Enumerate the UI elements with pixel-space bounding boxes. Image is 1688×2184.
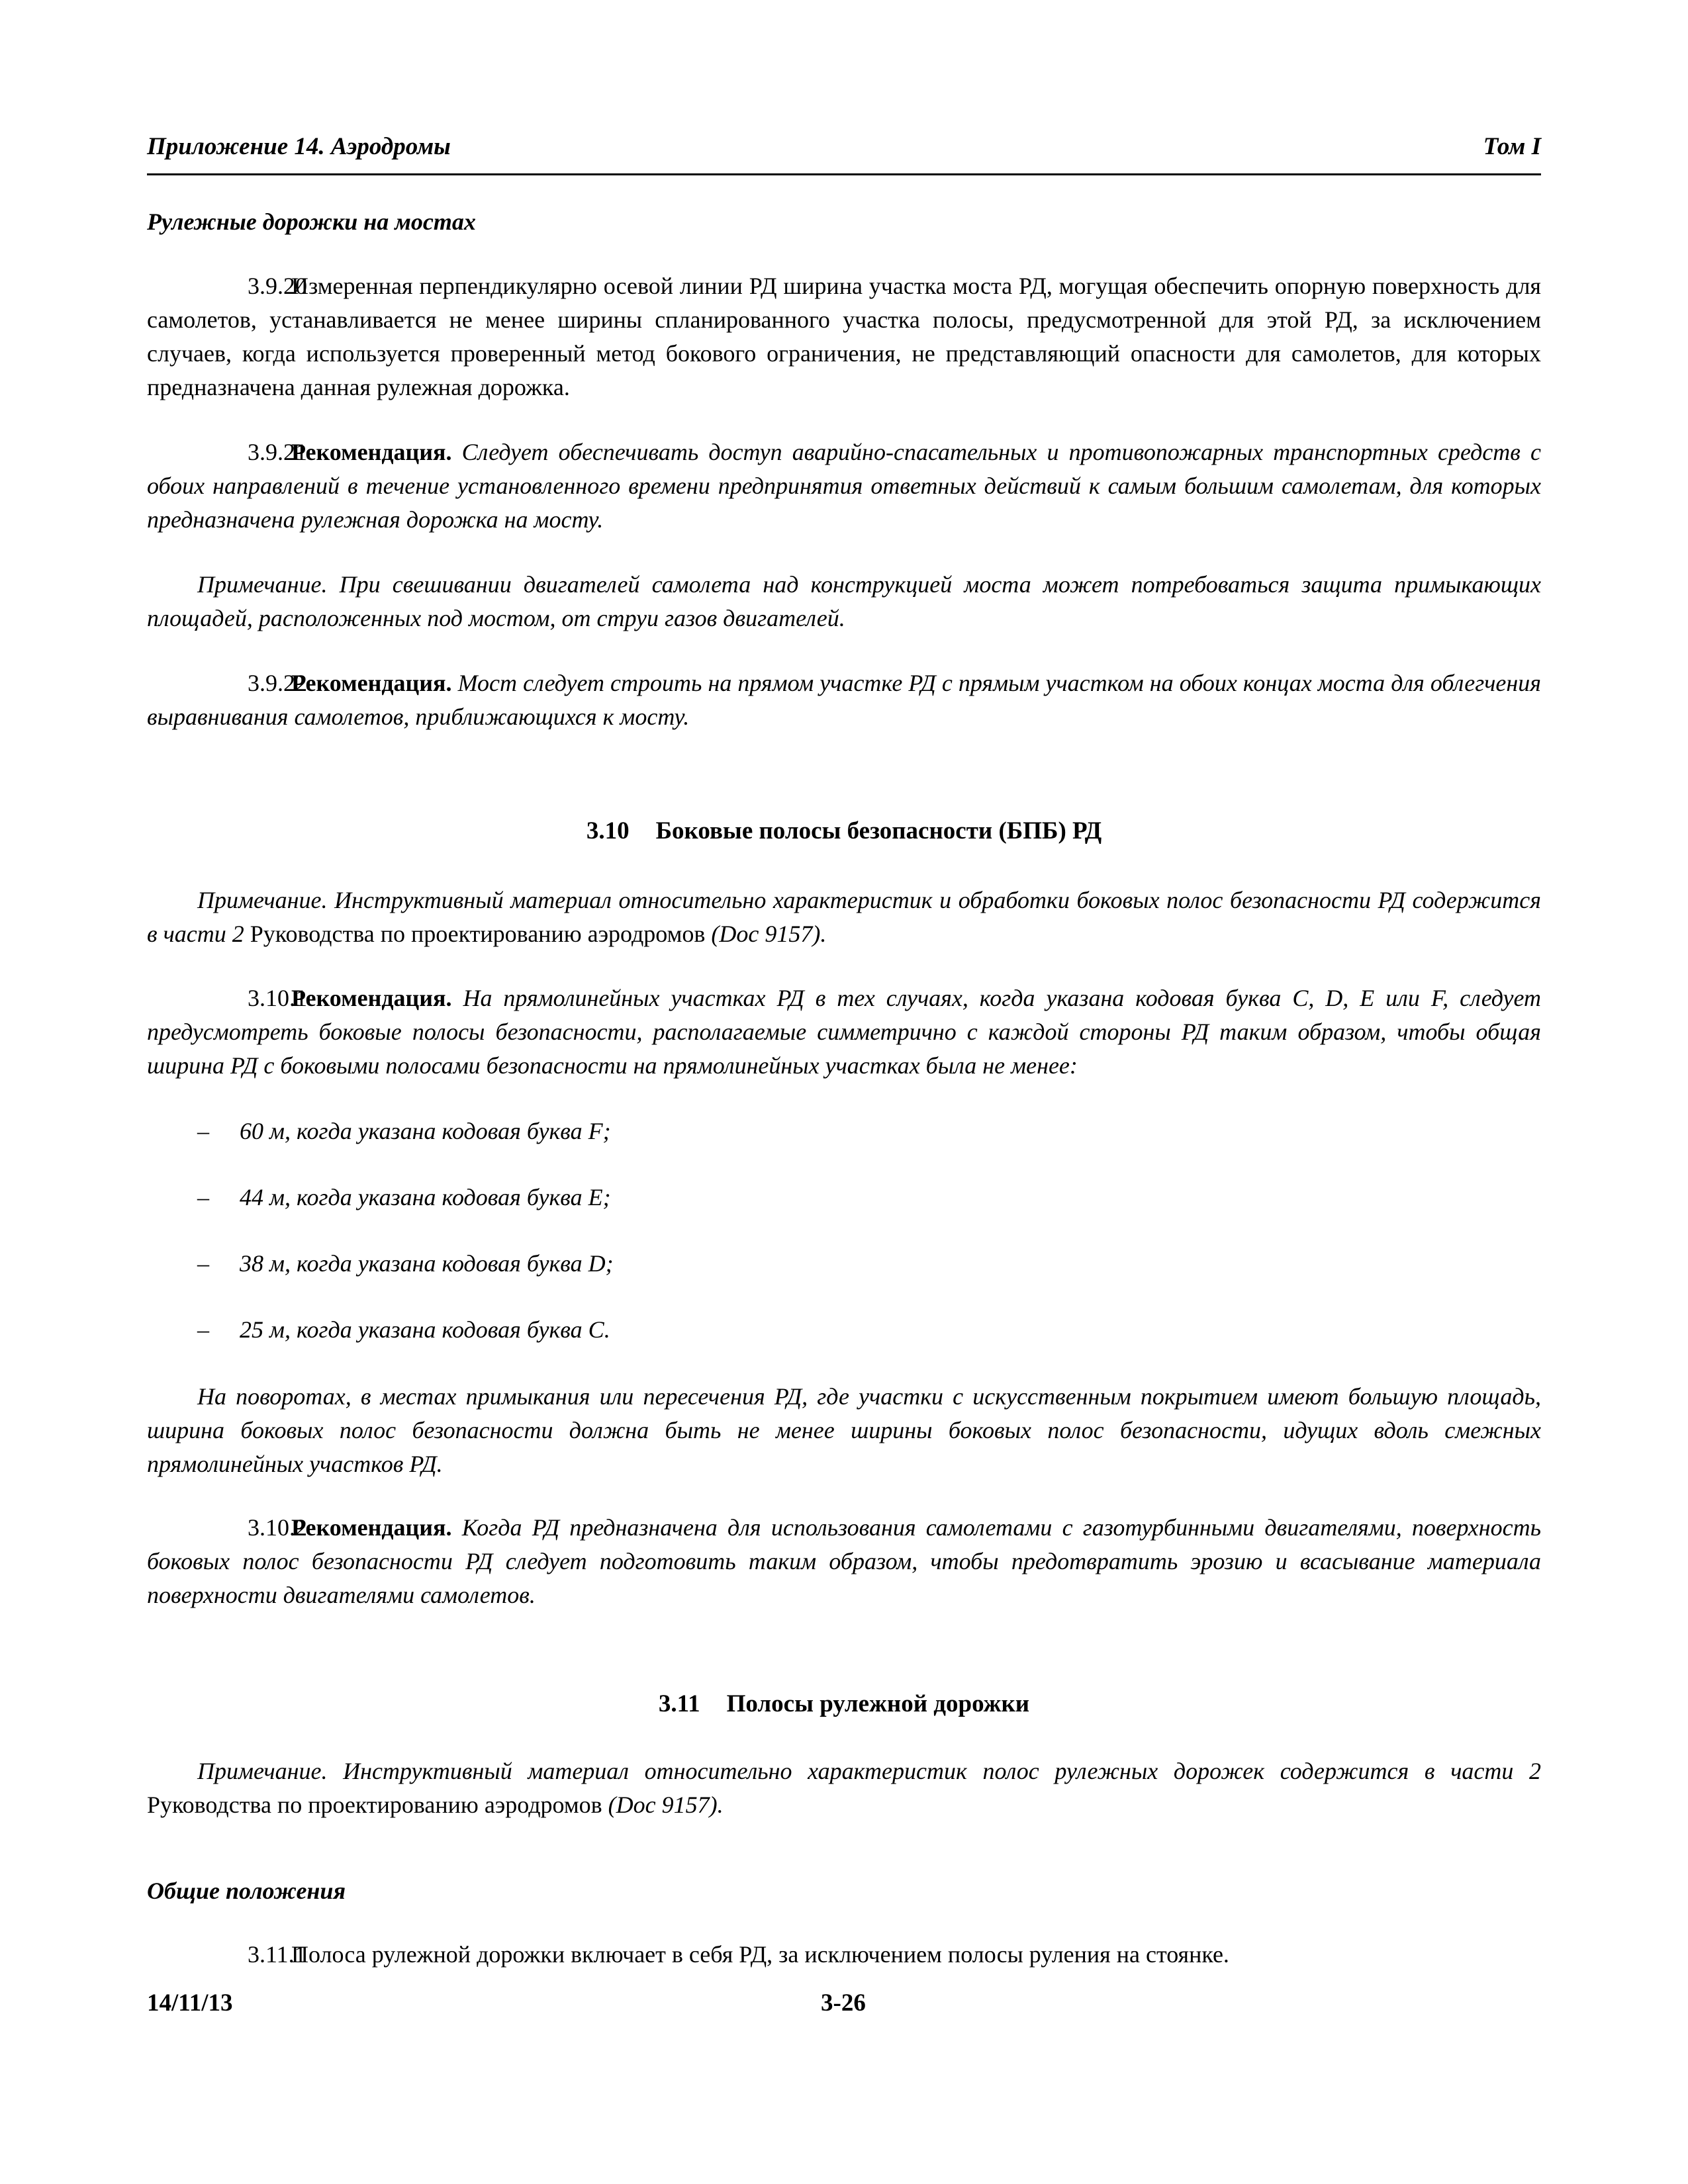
section-heading-3-11 [147, 1690, 1541, 1718]
paragraph-3-10-1 [147, 981, 1541, 1083]
subsection-title-bridges: Рулежные дорожки на мостах [147, 208, 476, 235]
paragraph-number: 3.11.1 [248, 1941, 306, 1968]
note-bridge-engines: Примечание. При свешивании двигателей самолета над конструкцией моста может потребоваться защита примыкающих площадей, расположенных под мостом, от струи газов двигателей. [147, 571, 1541, 631]
paragraph-3-10-2 [147, 1511, 1541, 1612]
list-item: – 60 м, когда указана кодовая буква F; [197, 1118, 611, 1144]
paragraph-number: 3.10.2 [248, 1514, 307, 1541]
paragraph-number: 3.9.21 [248, 439, 307, 465]
manual-title: Руководства по проектированию аэродромов [147, 1792, 602, 1818]
list-dash: – [197, 1184, 209, 1210]
paragraph-text: Когда РД предназначена для использования самолетами с газотурбинными двигателями, поверхность боковых полос безопасности РД следует подготовить таким образом, чтобы предотвратить эрозию и всасывание материала поверхности двигателями самолетов. [147, 1514, 1542, 1608]
paragraph-3-11-1 [147, 1938, 1541, 1972]
paragraph-text: Следует обеспечивать доступ аварийно-спасательных и противопожарных транспортных средств с обоих направлений в течение установленного времени предпринятия ответных действий к самым большим самолетам, для которых предназначена рулежная дорожка на мосту. [147, 439, 1541, 533]
doc-ref: (Doc 9157). [705, 921, 827, 947]
recommendation-label: Рекомендация. [291, 985, 452, 1011]
recommendation-label: Рекомендация. [291, 439, 452, 465]
section-number: 3.11 [658, 1690, 700, 1717]
footer-date: 14/11/13 [147, 1989, 233, 2017]
paragraph-text: На прямолинейных участках РД в тех случаях, когда указана кодовая буква C, D, E или F, следует предусмотреть боковые полосы безопасности, располагаемые симметрично с каждой стороны РД таким образом, чтобы общая ширина РД с боковыми полосами безопасности на прямолинейных участках была не менее: [147, 985, 1542, 1079]
note-text: Примечание. Инструктивный материал относительно характеристик полос рулежных дорожек содержится в части 2 [197, 1758, 1541, 1784]
recommendation-label: Рекомендация. [291, 670, 452, 696]
subsection-title-general: Общие положения [147, 1878, 346, 1904]
recommendation-label: Рекомендация. [291, 1514, 452, 1541]
header-volume: Том I [1483, 133, 1541, 160]
paragraph-3-9-20 [147, 269, 1541, 404]
list-item: – 38 м, когда указана кодовая буква D; [197, 1250, 614, 1277]
paragraph-text: Полоса рулежной дорожки включает в себя РД, за исключением полосы руления на стоянке. [291, 1941, 1229, 1968]
section-title: Полосы рулежной дорожки [726, 1690, 1030, 1717]
manual-title: Руководства по проектированию аэродромов [250, 921, 706, 947]
note-text: Примечание. Инструктивный материал относительно характеристик и обработки боковых полос безопасности РД содержится в части 2 [147, 887, 1541, 947]
paragraph-text: Измеренная перпендикулярно осевой линии РД ширина участка моста РД, могущая обеспечить опорную поверхность для самолетов, устанавливается не менее ширины спланированного участка полосы, предусмотренной для этой РД, за исключением случаев, когда используется проверенный метод бокового ограничения, не представляющий опасности для самолетов, для которых предназначена данная рулежная дорожка. [147, 273, 1541, 400]
footer-page-number: 3-26 [821, 1989, 866, 2017]
paragraph-3-9-22 [147, 666, 1541, 734]
section-title: Боковые полосы безопасности (БПБ) РД [655, 817, 1102, 844]
paragraph-number: 3.9.20 [248, 273, 307, 299]
doc-ref: (Doc 9157). [602, 1792, 724, 1818]
paragraph-text: Мост следует строить на прямом участке РД с прямым участком на обоих концах моста для облегчения выравнивания самолетов, приближающихся к мосту. [147, 670, 1542, 730]
paragraph-number: 3.9.22 [248, 670, 307, 696]
paragraph-3-9-21 [147, 435, 1541, 537]
section-heading-3-10 [147, 817, 1541, 845]
note-3-10-guidance [147, 884, 1541, 951]
list-item: – 44 м, когда указана кодовая буква E; [197, 1184, 611, 1210]
header-annex-title: Приложение 14. Аэродромы [147, 133, 451, 160]
paragraph-number: 3.10.1 [248, 985, 307, 1011]
paragraph-turns: На поворотах, в местах примыкания или пересечения РД, где участки с искусственным покрытием имеют большую площадь, ширина боковых полос безопасности должна быть не менее ширины боковых полос безопасности, идущих вдоль смежных прямолинейных участков РД. [147, 1383, 1541, 1477]
section-number: 3.10 [586, 817, 630, 844]
list-dash: – [197, 1250, 209, 1277]
list-dash: – [197, 1118, 209, 1144]
page-header [147, 132, 1541, 175]
list-dash: – [197, 1316, 209, 1343]
note-3-11-guidance [147, 1754, 1541, 1822]
list-item: – 25 м, когда указана кодовая буква C. [197, 1316, 610, 1343]
